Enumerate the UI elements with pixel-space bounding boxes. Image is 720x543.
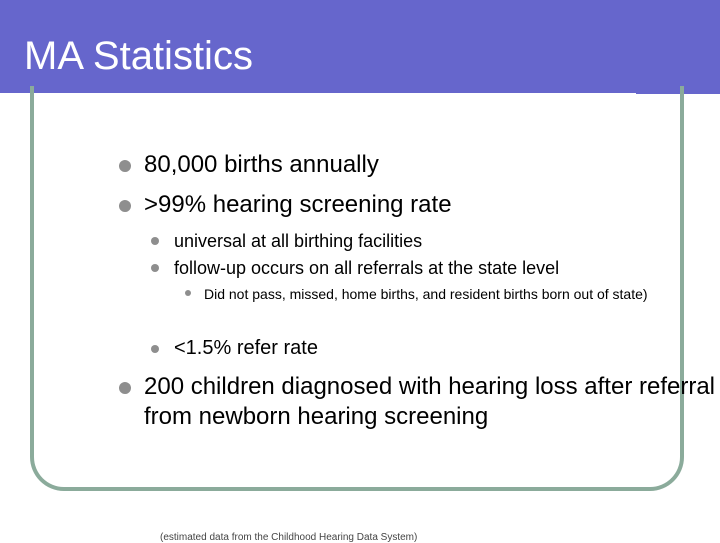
- bullet-dot-icon: [151, 345, 159, 353]
- bullet-item: 80,000 births annually: [144, 151, 379, 178]
- bullet-item: follow-up occurs on all referrals at the state level: [174, 258, 560, 278]
- title-bar: [0, 0, 720, 94]
- bullet-dot-icon: [119, 160, 131, 172]
- bullet-dot-icon: [151, 237, 159, 245]
- bullet-item: >99% hearing screening rate: [144, 191, 452, 218]
- bullet-dot-icon: [151, 264, 159, 272]
- bullet-dot-icon: [119, 200, 131, 212]
- source-note: (estimated data from the Childhood Hearing Data System): [160, 532, 418, 543]
- slide-title: MA Statistics: [24, 34, 253, 78]
- bullet-item: 200 children diagnosed with hearing loss after referral from newborn hearing screening: [144, 373, 715, 430]
- bullet-item: universal at all birthing facilities: [174, 231, 423, 251]
- bullet-dot-icon: [185, 290, 191, 296]
- bullet-item: Did not pass, missed, home births, and resident births born out of state): [204, 286, 648, 302]
- bullet-item: <1.5% refer rate: [174, 337, 318, 359]
- bullet-dot-icon: [119, 382, 131, 394]
